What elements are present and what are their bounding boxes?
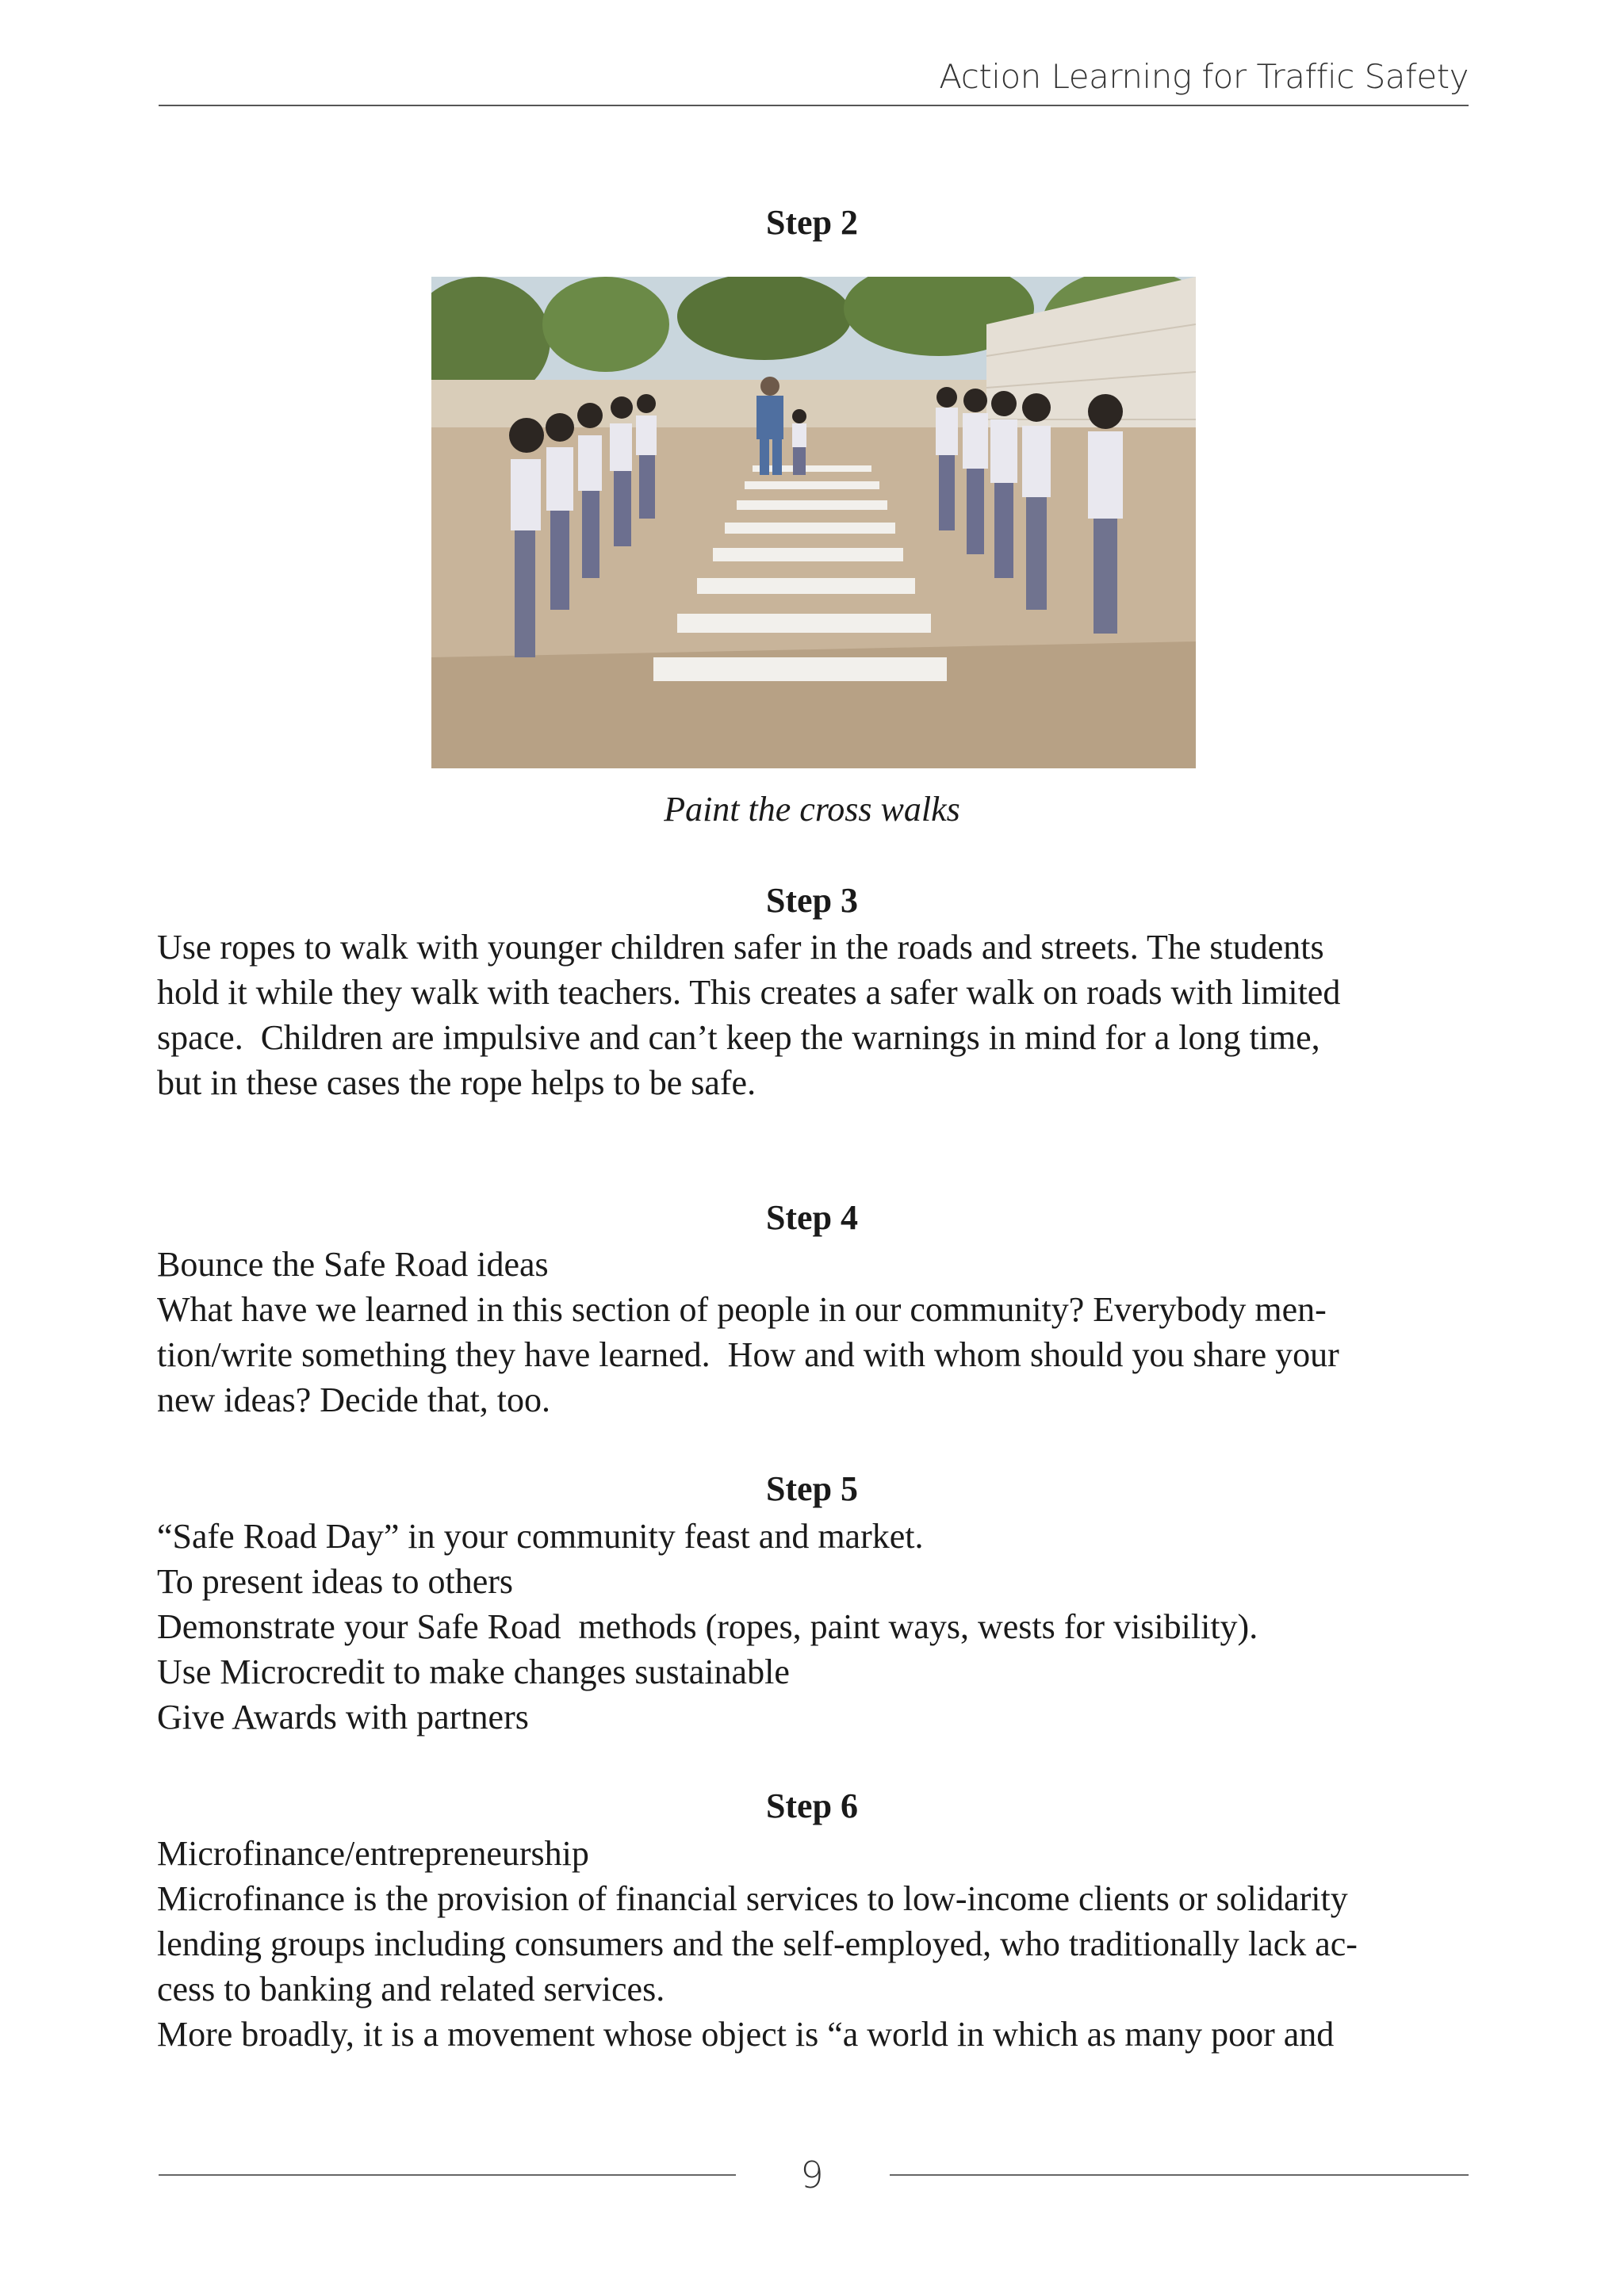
body-line: Demonstrate your Safe Road methods (ropes, paint ways, wests for visibility). [157,1607,1258,1646]
body-line: but in these cases the rope helps to be safe. [157,1063,756,1102]
body-line: new ideas? Decide that, too. [157,1380,551,1419]
body-line: tion/write something they have learned. How and with whom should you share your [157,1335,1339,1374]
step-3-heading: Step 3 [765,881,859,920]
body-line: hold it while they walk with teachers. This creates a safer walk on roads with limited [157,973,1341,1012]
body-line: To present ideas to others [157,1562,514,1601]
step-2-heading: Step 2 [765,203,859,242]
body-line: “Safe Road Day” in your community feast and market. [157,1517,924,1556]
body-line: space. Children are impulsive and can’t keep the warnings in mind for a long time, [157,1018,1320,1057]
step-6-body [157,1831,1470,2057]
step-5-heading: Step 5 [765,1469,859,1508]
body-line: Use Microcredit to make changes sustainable [157,1652,790,1691]
step-6-heading: Step 6 [765,1786,859,1825]
body-line: Microfinance/entrepreneurship [157,1834,589,1873]
step-3-body [157,925,1470,1105]
body-line: More broadly, it is a movement whose object is “a world in which as many poor and [157,2015,1335,2054]
header-divider [159,105,1469,106]
body-line: Microfinance is the provision of financial services to low-income clients or solidarity [157,1879,1348,1918]
photo-caption: Paint the cross walks [664,790,960,829]
page-number: 9 [800,2154,824,2196]
body-line: lending groups including consumers and the self-employed, who traditionally lack ac- [157,1924,1358,1963]
running-header: Action Learning for Traffic Safety [939,57,1469,96]
body-line: Give Awards with partners [157,1698,529,1737]
step-4-heading: Step 4 [765,1198,859,1237]
step-4-body [157,1242,1470,1423]
footer-divider-right [890,2174,1469,2176]
body-line: Use ropes to walk with younger children safer in the roads and streets. The students [157,928,1324,967]
crosswalk-photo [431,277,1196,768]
body-line: cess to banking and related services. [157,1970,665,2008]
body-line: What have we learned in this section of people in our community? Everybody men- [157,1290,1327,1329]
body-line: Bounce the Safe Road ideas [157,1245,549,1284]
step-5-body [157,1514,1470,1740]
